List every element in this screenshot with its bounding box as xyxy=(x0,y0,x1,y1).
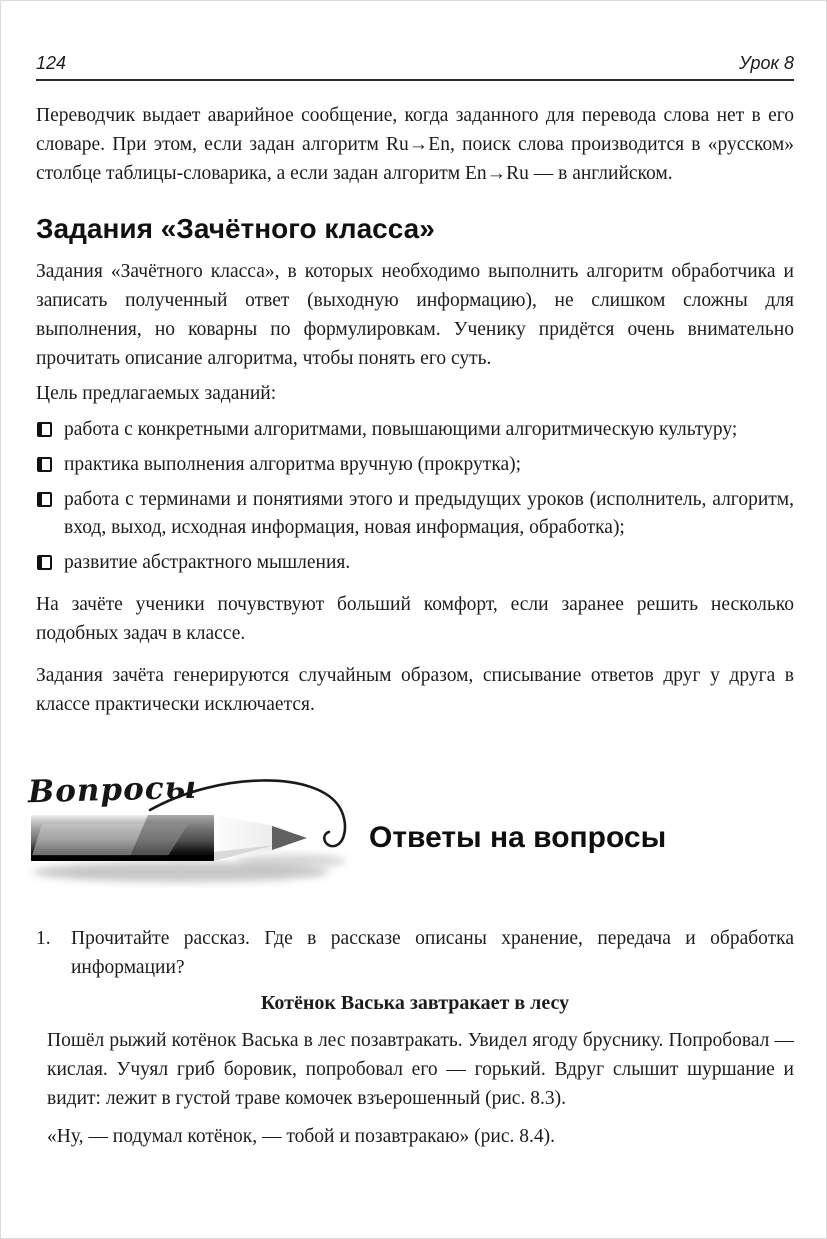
note-paragraph: На зачёте ученики почувствуют больший комфорт, если заранее решить несколько подобных задач в классе. xyxy=(36,594,794,644)
open-square-bullet-icon xyxy=(37,422,52,437)
goals-list-item xyxy=(36,451,794,479)
goals-item-text: развитие абстрактного мышления. xyxy=(64,552,351,573)
open-square-bullet-icon xyxy=(37,457,52,472)
story-paragraph: «Ну, — подумал котёнок, — тобой и позавтракаю» (рис. 8.4). xyxy=(47,1126,555,1147)
intro-paragraph: Переводчик выдает аварийное сообщение, когда заданного для перевода слова нет в его словаре. При этом, если задан алгоритм Ru→En, поиск слова производится в «русском» столбце таблицы-словарика, а если задан алгоритм En→Ru — в английском. xyxy=(36,105,794,184)
page-number: 124 xyxy=(36,53,67,73)
section-paragraph: Задания «Зачётного класса», в которых необходимо выполнить алгоритм обработчика и записать полученный ответ (выходную информацию), не слишком сложны для выполнения, но коварны по формулировкам. Ученику придётся очень внимательно прочитать описание алгоритма, чтобы понять его суть. xyxy=(36,261,794,369)
answers-banner xyxy=(27,766,794,916)
goals-list-item xyxy=(36,416,794,444)
goals-item-text: работа с терминами и понятиями этого и предыдущих уроков (исполнитель, алгоритм, вход, выход, исходная информация, новая информация, обработка); xyxy=(64,489,794,538)
question-text: Прочитайте рассказ. Где в рассказе описаны хранение, передача и обработка информации? xyxy=(71,928,794,978)
question-item xyxy=(36,924,794,982)
question-number: 1. xyxy=(36,928,51,949)
lesson-label: Урок 8 xyxy=(739,53,794,73)
note-paragraph: Задания зачёта генерируются случайным образом, списывание ответов друг у друга в классе практически исключается. xyxy=(36,665,794,715)
goals-list xyxy=(36,416,794,577)
running-head xyxy=(36,53,794,81)
story-title: Котёнок Васька завтракает в лесу xyxy=(260,992,570,1014)
open-square-bullet-icon xyxy=(37,492,52,507)
story-block xyxy=(47,1026,794,1151)
section-heading: Задания «Зачётного класса» xyxy=(36,213,435,244)
goals-item-text: работа с конкретными алгоритмами, повышающими алгоритмическую культуру; xyxy=(64,419,738,440)
goals-list-item xyxy=(36,486,794,542)
goals-list-item xyxy=(36,549,794,577)
open-square-bullet-icon xyxy=(37,555,52,570)
goals-item-text: практика выполнения алгоритма вручную (прокрутка); xyxy=(64,454,522,475)
goals-label: Цель предлагаемых заданий: xyxy=(36,383,277,404)
story-paragraph: Пошёл рыжий котёнок Васька в лес позавтракать. Увидел ягоду бруснику. Попробовал — кислая. Учуял гриб боровик, попробовал его — горький. Вдруг слышит шуршание и видит: лежит в густой траве комочек взъерошенный (рис. 8.3). xyxy=(47,1030,794,1109)
answers-heading: Ответы на вопросы xyxy=(369,821,667,854)
questions-script-label: Вопросы xyxy=(27,769,198,811)
